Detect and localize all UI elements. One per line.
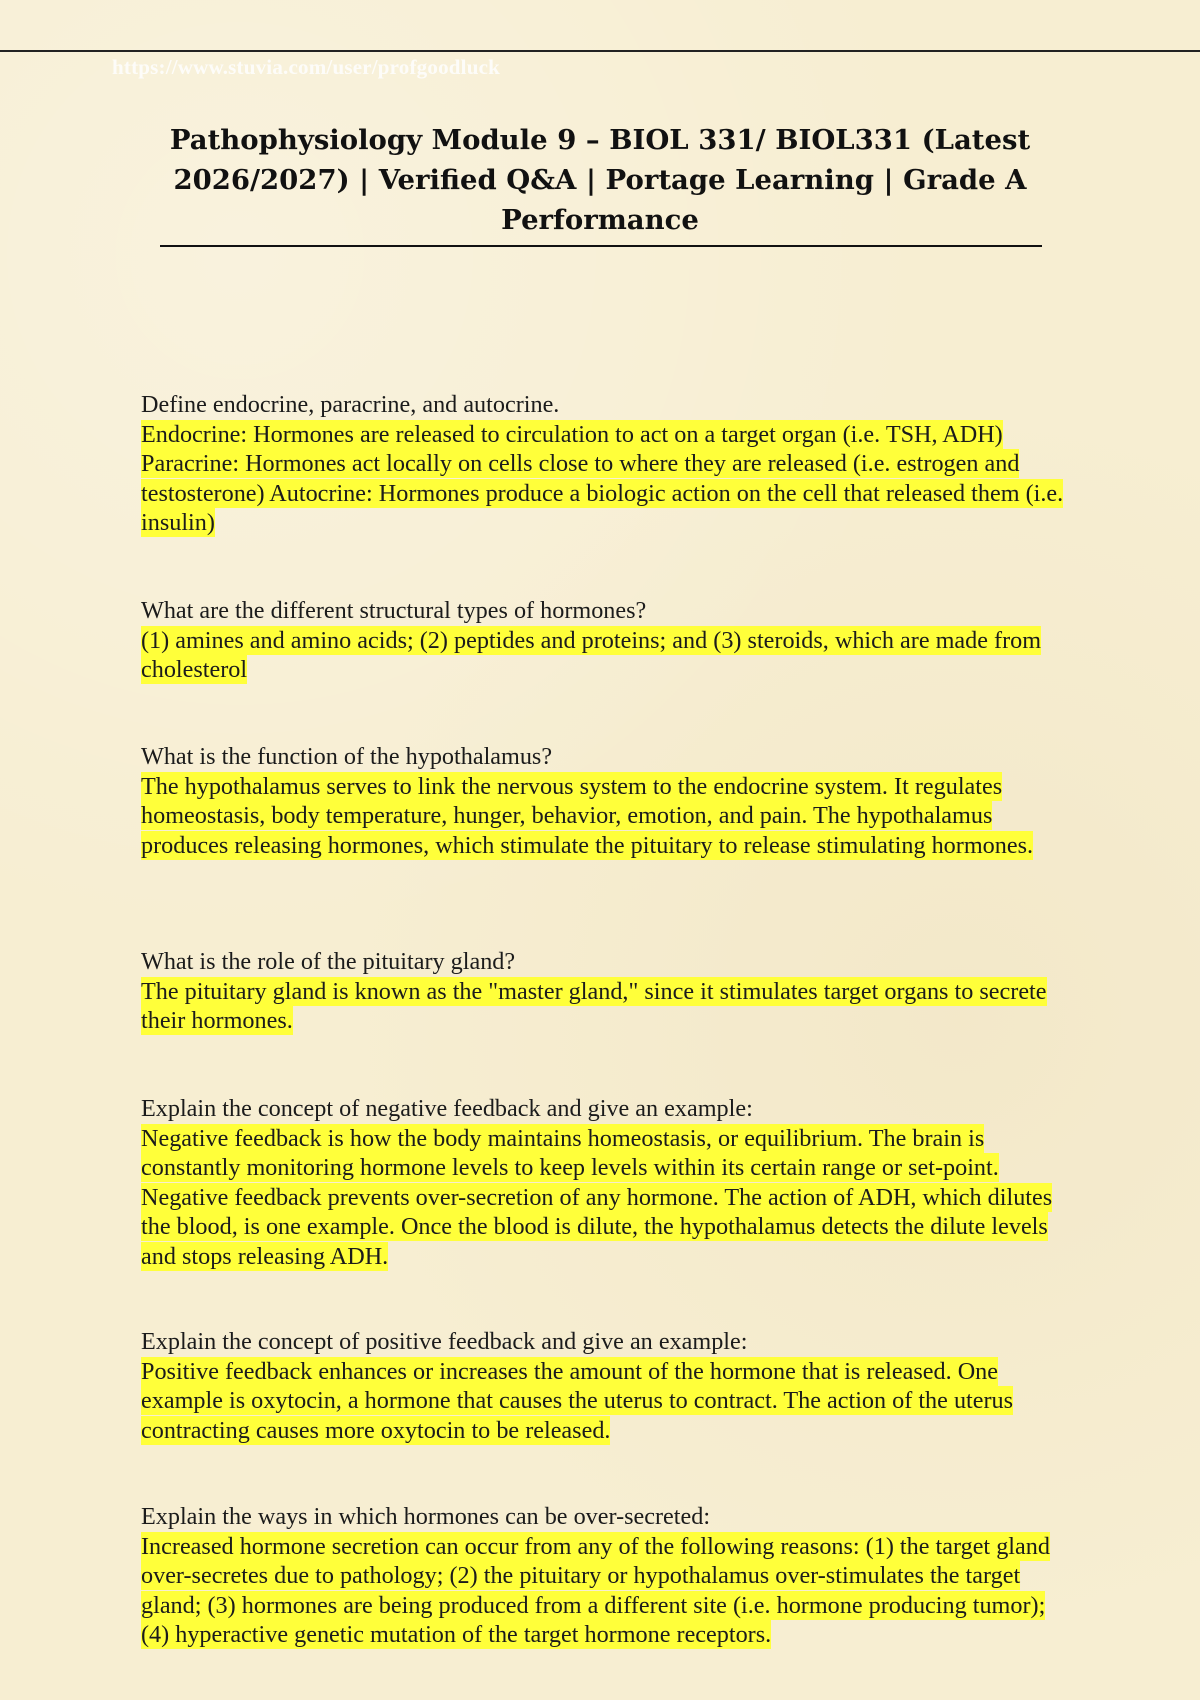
qa-item	[141, 1327, 1071, 1445]
answer-text	[141, 977, 1071, 1036]
question-text: Explain the ways in which hormones can be over-secreted:	[141, 1503, 711, 1530]
question-text: What are the different structural types of hormones?	[141, 597, 647, 624]
answer-highlight: The hypothalamus serves to link the nervous system to the endocrine system. It regulates homeostasis, body temperature, hunger, behavior, emotion, and pain. The hypothalamus produces releasing hormones, which stimulate the pituitary to release stimulating hormones.	[141, 772, 1034, 859]
qa-item	[141, 947, 1071, 1036]
qa-item	[141, 390, 1071, 538]
answer-text	[141, 772, 1071, 861]
qa-item	[141, 742, 1071, 860]
answer-text	[141, 1124, 1071, 1272]
answer-highlight: Increased hormone secretion can occur from any of the following reasons: (1) the target gland over-secretes due to pathology; (2) the pituitary or hypothalamus over-stimulates the target gland; (3) hormones are being produced from a different site (i.e. hormone producing tumor); (4) hyperactive genetic mutation of the target hormone receptors.	[141, 1532, 1050, 1648]
answer-highlight: The pituitary gland is known as the "master gland," since it stimulates target organs to secrete their hormones.	[141, 977, 1047, 1034]
answer-highlight: Negative feedback is how the body maintains homeostasis, or equilibrium. The brain is constantly monitoring hormone levels to keep levels within its certain range or set-point. Negative feedback prevents over-secretion of any hormone. The action of ADH, which dilutes the blood, is one example. Once the blood is dilute, the hypothalamus detects the dilute levels and stops releasing ADH.	[141, 1124, 1053, 1270]
question-text: Explain the concept of negative feedback and give an example:	[141, 1095, 753, 1122]
document-title: Pathophysiology Module 9 – BIOL 331/ BIOL331 (Latest 2026/2027) | Verified Q&A | Portage Learning | Grade A Performance	[169, 124, 1031, 236]
qa-item	[141, 596, 1071, 685]
question-text: What is the role of the pituitary gland?	[141, 948, 516, 975]
qa-item	[141, 1094, 1071, 1271]
question-text: What is the function of the hypothalamus?	[141, 743, 553, 770]
header-rule	[0, 50, 1200, 52]
answer-highlight: (1) amines and amino acids; (2) peptides and proteins; and (3) steroids, which are made from cholesterol	[141, 626, 1042, 683]
watermark-url: https://www.stuvia.com/user/profgoodluck	[112, 55, 500, 79]
answer-text	[141, 1357, 1071, 1446]
answer-text	[141, 420, 1071, 538]
question-text: Explain the concept of positive feedback and give an example:	[141, 1328, 748, 1355]
question-text: Define endocrine, paracrine, and autocrine.	[141, 391, 560, 418]
title-underline	[160, 245, 1042, 247]
answer-highlight: Positive feedback enhances or increases the amount of the hormone that is released. One example is oxytocin, a hormone that causes the uterus to contract. The action of the uterus contracting causes more oxytocin to be released.	[141, 1357, 1014, 1444]
answer-text	[141, 626, 1071, 685]
answer-highlight: Endocrine: Hormones are released to circulation to act on a target organ (i.e. TSH, ADH) Paracrine: Hormones act locally on cells close to where they are released (i.e. estrogen and testosterone) Autocrine: Hormones produce a biologic action on the cell that released them (i.e. insulin)	[141, 420, 1064, 536]
qa-item	[141, 1502, 1071, 1650]
answer-text	[141, 1532, 1071, 1650]
